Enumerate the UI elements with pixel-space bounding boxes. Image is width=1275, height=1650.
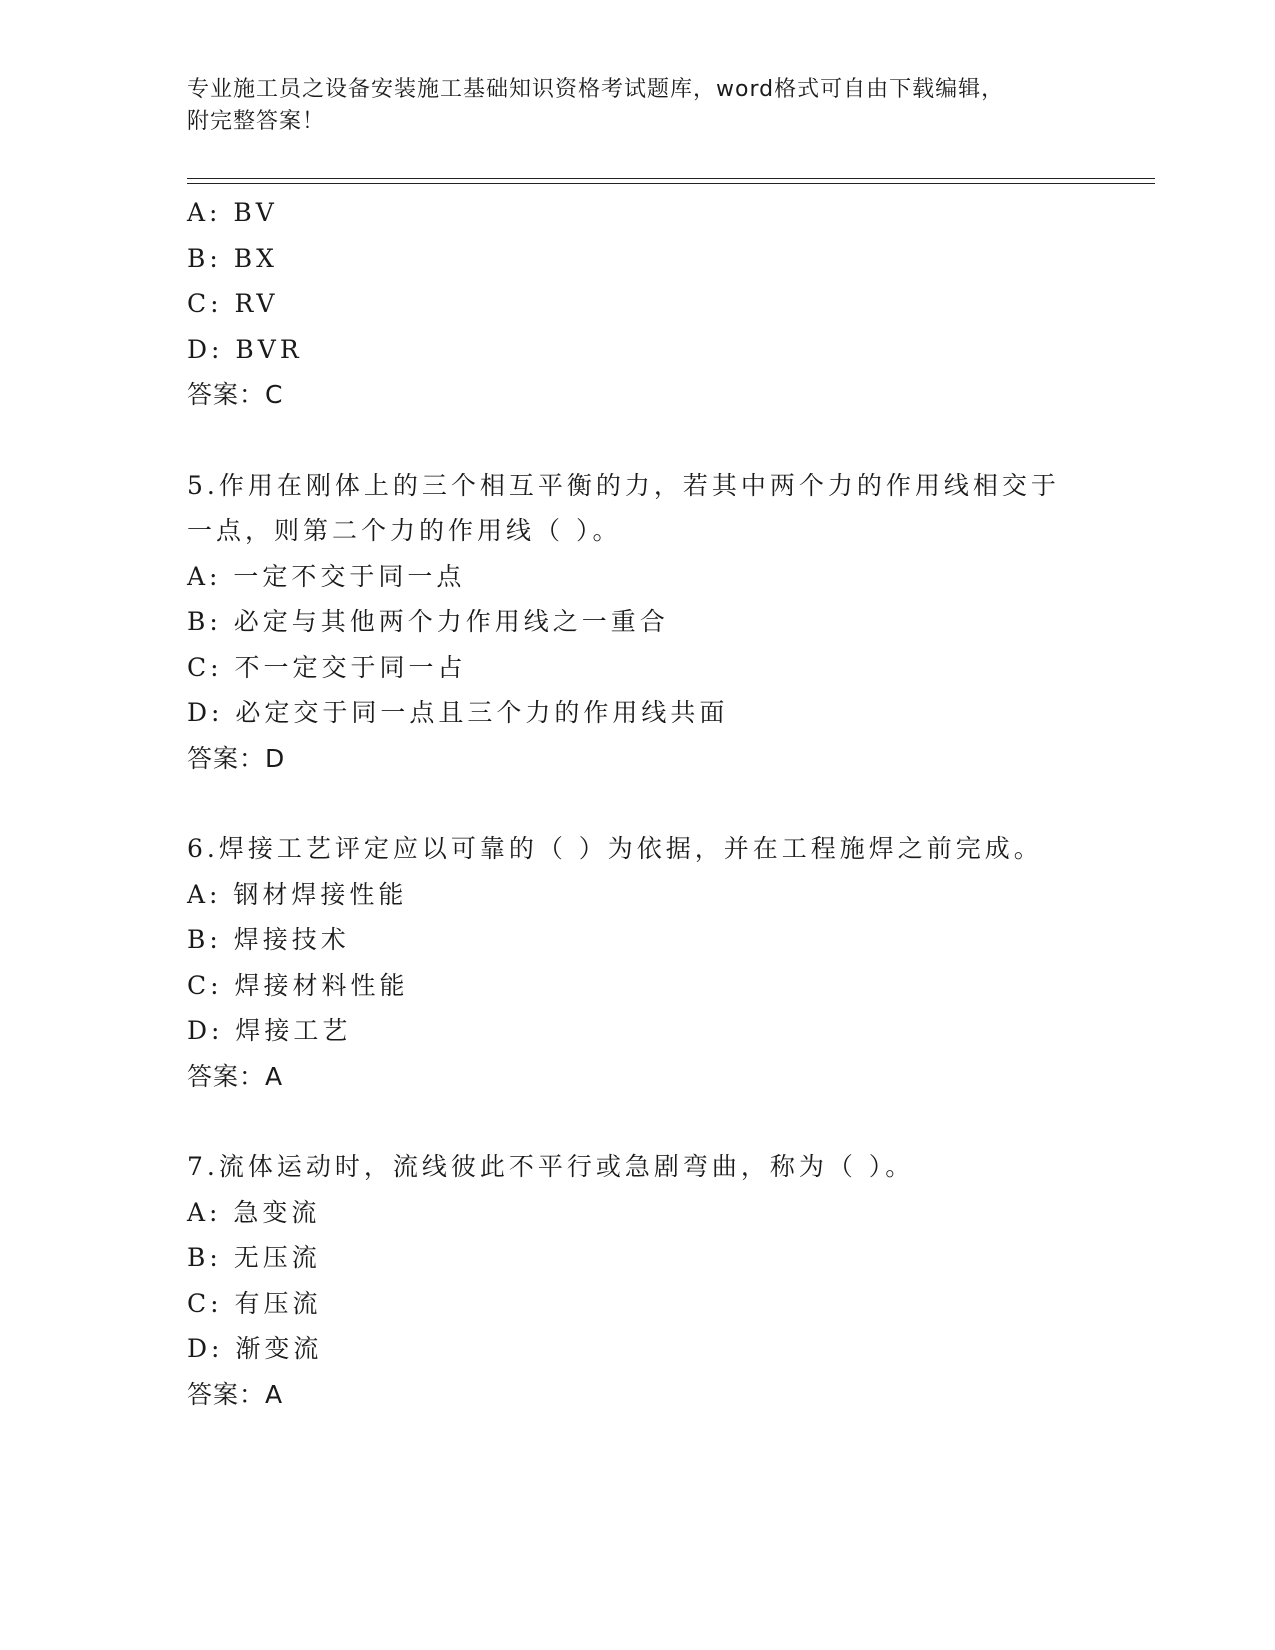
header-line-1: 专业施工员之设备安装施工基础知识资格考试题库，word格式可自由下载编辑， xyxy=(187,77,1005,102)
question-stem: 6.焊接工艺评定应以可靠的（ ）为依据，并在工程施焊之前完成。 xyxy=(187,834,1043,863)
answer: 答案：D xyxy=(187,743,286,773)
question-4-partial xyxy=(187,190,1087,418)
header-divider-top xyxy=(187,178,1155,179)
option-a: A: 钢材焊接性能 xyxy=(187,879,408,909)
answer: 答案：A xyxy=(187,1061,284,1091)
option-b: B: BX xyxy=(187,243,278,273)
header-divider-bottom xyxy=(187,183,1155,184)
answer: 答案：C xyxy=(187,380,284,409)
question-stem: 7.流体运动时，流线彼此不平行或急剧弯曲，称为（ ）。 xyxy=(187,1152,915,1181)
question-6 xyxy=(187,826,1087,1099)
question-stem: 一点，则第二个力的作用线（ ）。 xyxy=(187,516,622,545)
option-b: B: 必定与其他两个力作用线之一重合 xyxy=(187,607,669,636)
option-a: A: 急变流 xyxy=(187,1197,321,1227)
option-b: B: 焊接技术 xyxy=(187,925,350,954)
question-7 xyxy=(187,1144,1087,1417)
option-c: C: 有压流 xyxy=(187,1288,322,1318)
option-c: C: 不一定交于同一占 xyxy=(187,652,467,682)
option-d: D: BVR xyxy=(187,334,303,364)
option-c: C: RV xyxy=(187,289,279,318)
header-line-2: 附完整答案！ xyxy=(187,109,326,134)
document-header xyxy=(187,74,1067,138)
option-b: B: 无压流 xyxy=(187,1243,321,1272)
question-stem: 5.作用在刚体上的三个相互平衡的力，若其中两个力的作用线相交于 xyxy=(187,470,1060,500)
answer: 答案：A xyxy=(187,1379,284,1409)
question-list xyxy=(187,190,1087,1417)
option-a: A: 一定不交于同一点 xyxy=(187,561,466,591)
option-a: A: BV xyxy=(187,198,278,227)
option-d: D: 渐变流 xyxy=(187,1334,323,1363)
option-d: D: 焊接工艺 xyxy=(187,1016,352,1045)
option-c: C: 焊接材料性能 xyxy=(187,970,409,1000)
question-5 xyxy=(187,463,1087,782)
option-d: D: 必定交于同一点且三个力的作用线共面 xyxy=(187,698,729,727)
